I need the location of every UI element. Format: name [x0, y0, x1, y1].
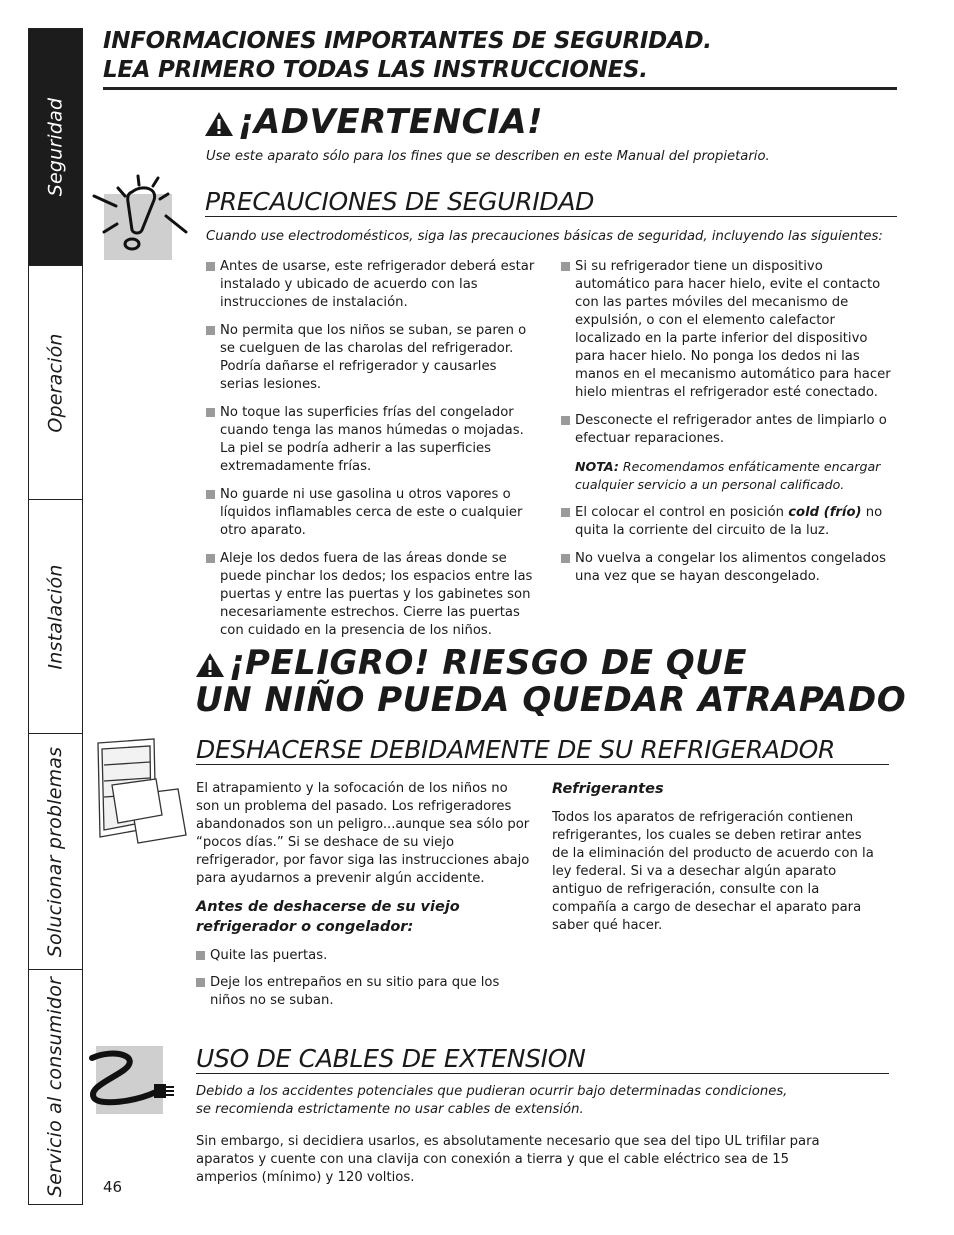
refrigerator-doors-removed-icon — [94, 737, 188, 845]
danger-line-1 — [195, 645, 906, 682]
precautions-left-column — [206, 258, 536, 640]
extension-cord-icon — [84, 1046, 180, 1116]
list-item: No toque las superficies frías del congelador cuando tenga las manos húmedas o mojadas. La piel se podría adherir a las superficies extremadamente frías. — [206, 404, 536, 476]
disposal-list — [196, 947, 532, 1010]
tab-instalacion[interactable] — [29, 500, 82, 734]
page-header — [103, 27, 897, 90]
danger-title — [195, 645, 906, 719]
warning-triangle-icon — [195, 651, 225, 679]
list-item-text: El colocar el control en posición — [575, 505, 789, 520]
refrigerants-paragraph: Todos los aparatos de refrigeración contienen refrigerantes, los cuales se deben retirar antes de la eliminación del producto de acuerdo con la ley federal. Si va a desechar algún aparato antiguo de refrigeración, consulte con la compañía a cargo de desechar el aparato para saber qué hacer. — [552, 810, 874, 933]
list-item: Desconecte el refrigerador antes de limpiarlo o efectuar reparaciones. — [561, 412, 899, 448]
nota-label: NOTA: — [575, 459, 619, 474]
header-line-1: INFORMACIONES IMPORTANTES DE SEGURIDAD. — [103, 28, 712, 54]
safety-exclamation-icon — [92, 172, 192, 262]
warning-title — [204, 102, 543, 142]
danger-line-1-text: ¡PELIGRO! RIESGO DE QUE — [229, 643, 748, 683]
list-item — [561, 504, 899, 540]
tab-label: Servicio al consumidor — [44, 976, 67, 1198]
precautions-heading: PRECAUCIONES DE SEGURIDAD — [205, 187, 897, 217]
extension-heading: USO DE CABLES DE EXTENSION — [196, 1044, 889, 1074]
list-item: Aleje los dedos fuera de las áreas donde se puede pinchar los dedos; los espacios entre las puertas y entre las puertas y los gabinetes son necesariamente estrechos. Cierre las puertas con cuidado en la presencia de los niños. — [206, 550, 536, 640]
disposal-paragraph: El atrapamiento y la sofocación de los niños no son un problema del pasado. Los refrigeradores abandonados son un peligro...aunque sea sólo por “pocos días.” Si se deshace de su viejo refrigerador, por favor siga las instrucciones abajo para ayudarnos a prevenir algún accidente. — [196, 781, 530, 886]
disposal-subheading: Antes de deshacerse de su viejo refrigerador o congelador: — [196, 899, 460, 935]
list-item: No vuelva a congelar los alimentos congelados una vez que se hayan descongelado. — [561, 550, 899, 586]
tab-seguridad[interactable] — [29, 29, 82, 266]
danger-line-2: UN NIÑO PUEDA QUEDAR ATRAPADO — [195, 680, 907, 720]
section-sidebar — [28, 28, 83, 1205]
tab-label: Instalación — [44, 563, 67, 670]
precautions-intro: Cuando use electrodomésticos, siga las precauciones básicas de seguridad, incluyendo las siguientes: — [206, 229, 883, 244]
disposal-heading: DESHACERSE DEBIDAMENTE DE SU REFRIGERADOR — [196, 735, 889, 765]
list-item-text: no quita la corriente del circuito de la luz. — [575, 505, 883, 538]
warning-intro: Use este aparato sólo para los fines que se describen en este Manual del propietario. — [206, 149, 770, 164]
tab-label: Solucionar problemas — [44, 746, 67, 957]
precautions-right-column — [561, 258, 899, 586]
list-item: No permita que los niños se suban, se paren o se cuelguen de las charolas del refrigerador. Podría dañarse el refrigerador y causarles serias lesiones. — [206, 322, 536, 394]
cold-label: cold (frío) — [788, 505, 862, 520]
tab-label: Operación — [44, 332, 67, 433]
header-line-2: LEA PRIMERO TODAS LAS INSTRUCCIONES. — [103, 57, 648, 83]
tab-operacion[interactable] — [29, 266, 82, 500]
list-item: Deje los entrepaños en su sitio para que los niños no se suban. — [196, 974, 532, 1010]
nota-text: Recomendamos enfáticamente encargar cualquier servicio a un personal calificado. — [575, 459, 881, 492]
extension-paragraph: Sin embargo, si decidiera usarlos, es absolutamente necesario que sea del tipo UL trifilar para aparatos y cuente con una clavija con conexión a tierra y que el cable eléctrico sea de 15 amperios (mínimo) y 120 voltios. — [196, 1134, 820, 1185]
refrigerants-heading: Refrigerantes — [552, 781, 664, 797]
tab-label: Seguridad — [44, 97, 67, 197]
tab-solucionar-problemas[interactable] — [29, 734, 82, 970]
warning-triangle-icon — [204, 110, 234, 138]
nota — [561, 458, 899, 494]
list-item: No guarde ni use gasolina u otros vapores o líquidos inflamables cerca de este o cualquier otro aparato. — [206, 486, 536, 540]
extension-warning: Debido a los accidentes potenciales que pudieran ocurrir bajo determinadas condiciones, se recomienda estrictamente no usar cables de extensión. — [196, 1084, 788, 1117]
list-item: Quite las puertas. — [196, 947, 532, 965]
warning-title-text: ¡ADVERTENCIA! — [238, 102, 544, 142]
list-item: Si su refrigerador tiene un dispositivo automático para hacer hielo, evite el contacto con las partes móviles del mecanismo de expulsión, o con el elemento calefactor localizado en la parte inferior del dispositivo para hacer hielo. No ponga los dedos ni las manos en el mecanismo automático para hacer hielo mientras el refrigerador esté conectado. — [561, 258, 899, 402]
list-item: Antes de usarse, este refrigerador deberá estar instalado y ubicado de acuerdo con las instrucciones de instalación. — [206, 258, 536, 312]
page-number: 46 — [103, 1178, 123, 1196]
tab-servicio-consumidor[interactable] — [29, 970, 82, 1204]
